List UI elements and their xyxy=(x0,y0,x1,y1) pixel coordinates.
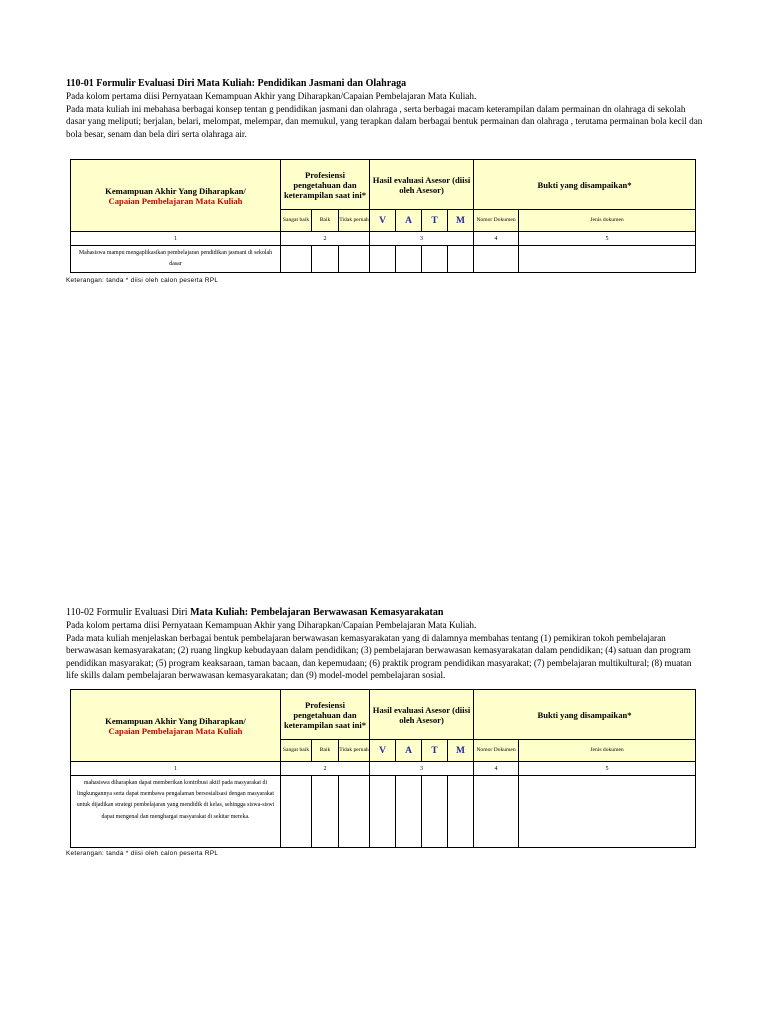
form1-table xyxy=(70,159,696,273)
baik-cell[interactable] xyxy=(312,246,339,273)
a-header: A xyxy=(396,210,422,232)
table-row xyxy=(71,246,696,273)
nomor-dokumen-cell[interactable] xyxy=(474,246,519,273)
form2-note: Keterangan: tanda * diisi oleh calon peserta RPL xyxy=(66,850,219,857)
col-number-2: 2 xyxy=(281,762,370,776)
col-number-4: 4 xyxy=(474,762,519,776)
capaian-text: mahasiswa diharapkan dapat memberikan kontribusi aktif pada masyarakat di lingkungannya serta dapat membawa pengalaman bersosialisasi dengan masyarakat untuk dijadikan strategi pembelajaran yang mendidik di kelas, sehingga siswa-siswi dapat mengenal dan menghargai masyarakat di sekitar mereka. xyxy=(71,776,281,848)
a-cell[interactable] xyxy=(396,246,422,273)
capaian-label: Capaian Pembelajaran Mata Kuliah xyxy=(108,725,243,736)
form2-title-course: Mata Kuliah: Pembelajaran Berwawasan Kemasyarakatan xyxy=(190,607,444,618)
v-header: V xyxy=(370,740,396,762)
capaian-label: Capaian Pembelajaran Mata Kuliah xyxy=(108,195,243,206)
v-cell[interactable] xyxy=(370,776,396,848)
col-number-5: 5 xyxy=(519,762,696,776)
a-header: A xyxy=(396,740,422,762)
form1-description: Pada mata kuliah ini mebahasa berbagai konsep tentan g pendidikan jasmani dan olahraga , serta berbagai macam keterampilan dalam permainan dn olahraga di sekolah dasar yang meliputi; berjalan, belari, melompat, melempar, dan memukul, yang terapkan dalam berbagai bentuk permainan dan olahraga , terutama permainan bola kecil dan bola besar, senam dan bela diri serta olahraga air. xyxy=(66,103,703,139)
form2-instruction: Pada kolom pertama diisi Pernyataan Kemampuan Akhir yang Diharapkan/Capaian Pembelajaran Mata Kuliah. xyxy=(66,620,477,630)
m-header: M xyxy=(448,210,474,232)
tidak-pernah-cell[interactable] xyxy=(339,776,370,848)
form2-table xyxy=(70,689,696,848)
col-number-3: 3 xyxy=(370,232,474,246)
jenis-dokumen-cell[interactable] xyxy=(519,776,696,848)
t-cell[interactable] xyxy=(422,246,448,273)
form2-title-prefix: 110-02 Formulir Evaluasi Diri xyxy=(66,607,191,618)
m-header: M xyxy=(448,740,474,762)
kemampuan-label: Kemampuan Akhir Yang Diharapkan/ xyxy=(105,185,246,196)
col-number-1: 1 xyxy=(71,762,281,776)
form2-title xyxy=(66,607,706,619)
hasil-evaluasi-header: Hasil evaluasi Asesor (diisi oleh Asesor) xyxy=(370,160,474,210)
a-cell[interactable] xyxy=(396,776,422,848)
capaian-text: Mahasiswa mampu mengaplikasikan pembelajaran pendidikan jasmani di sekolah dasar xyxy=(71,246,281,273)
sangat-baik-header: Sangat baik xyxy=(281,210,312,232)
sangat-baik-header: Sangat baik xyxy=(281,740,312,762)
profisiensi-header: Profesiensi pengetahuan dan keterampilan saat ini* xyxy=(281,690,370,740)
bukti-header: Bukti yang disampaikan* xyxy=(474,690,696,740)
nomor-dokumen-cell[interactable] xyxy=(474,776,519,848)
bukti-header: Bukti yang disampaikan* xyxy=(474,160,696,210)
hasil-evaluasi-header: Hasil evaluasi Asesor (diisi oleh Asesor) xyxy=(370,690,474,740)
kemampuan-header xyxy=(71,160,281,232)
table-row xyxy=(71,776,696,848)
sangat-baik-cell[interactable] xyxy=(281,246,312,273)
kemampuan-label: Kemampuan Akhir Yang Diharapkan/ xyxy=(105,715,246,726)
v-header: V xyxy=(370,210,396,232)
m-cell[interactable] xyxy=(448,776,474,848)
nomor-dokumen-header: Nomor Dokumen xyxy=(474,210,519,232)
baik-header: Baik xyxy=(312,210,339,232)
jenis-dokumen-header: Jenis dokumen xyxy=(519,210,696,232)
sangat-baik-cell[interactable] xyxy=(281,776,312,848)
jenis-dokumen-header: Jenis dokumen xyxy=(519,740,696,762)
form1-title: 110-01 Formulir Evaluasi Diri Mata Kuliah: Pendidikan Jasmani dan Olahraga xyxy=(66,78,407,89)
col-number-3: 3 xyxy=(370,762,474,776)
nomor-dokumen-header: Nomor Dokumen xyxy=(474,740,519,762)
tidak-pernah-header: Tidak pernah xyxy=(339,210,370,232)
t-header: T xyxy=(422,740,448,762)
t-header: T xyxy=(422,210,448,232)
col-number-1: 1 xyxy=(71,232,281,246)
col-number-2: 2 xyxy=(281,232,370,246)
tidak-pernah-header: Tidak pernah xyxy=(339,740,370,762)
form1-instruction: Pada kolom pertama diisi Pernyataan Kemampuan Akhir yang Diharapkan/Capaian Pembelajaran Mata Kuliah. xyxy=(66,91,477,101)
form2-description: Pada mata kuliah menjelaskan berbagai bentuk pembelajaran berwawasan kemasyarakatan yang di dalamnya membahas tentang (1) pemikiran tokoh pembelajaran berwawasan kemasyarakatan; (2) ruang lingkup kebudayaan dalam pendidikan; (3) pembelajaran berwawasan kemasyarakatan dalam pendidikan; (4) satuan dan program pendidikan masyarakat; (5) program keaksaraan, taman bacaan, dan kepemudaan; (6) praktik program pendidikan masyarakat; (7) pembelajaran multikultural; (8) muatan life skills dalam pembelajaran berwawasan kemasyarakatan; dan (9) model-model pembelajaran sosial. xyxy=(66,632,692,681)
form1-note: Keterangan: tanda * diisi oleh calon peserta RPL xyxy=(66,277,219,284)
col-number-5: 5 xyxy=(519,232,696,246)
tidak-pernah-cell[interactable] xyxy=(339,246,370,273)
col-number-4: 4 xyxy=(474,232,519,246)
profisiensi-header: Profesiensi pengetahuan dan keterampilan saat ini* xyxy=(281,160,370,210)
jenis-dokumen-cell[interactable] xyxy=(519,246,696,273)
form2-header xyxy=(66,607,706,682)
m-cell[interactable] xyxy=(448,246,474,273)
kemampuan-header xyxy=(71,690,281,762)
form1-header xyxy=(66,78,706,140)
baik-cell[interactable] xyxy=(312,776,339,848)
baik-header: Baik xyxy=(312,740,339,762)
v-cell[interactable] xyxy=(370,246,396,273)
t-cell[interactable] xyxy=(422,776,448,848)
